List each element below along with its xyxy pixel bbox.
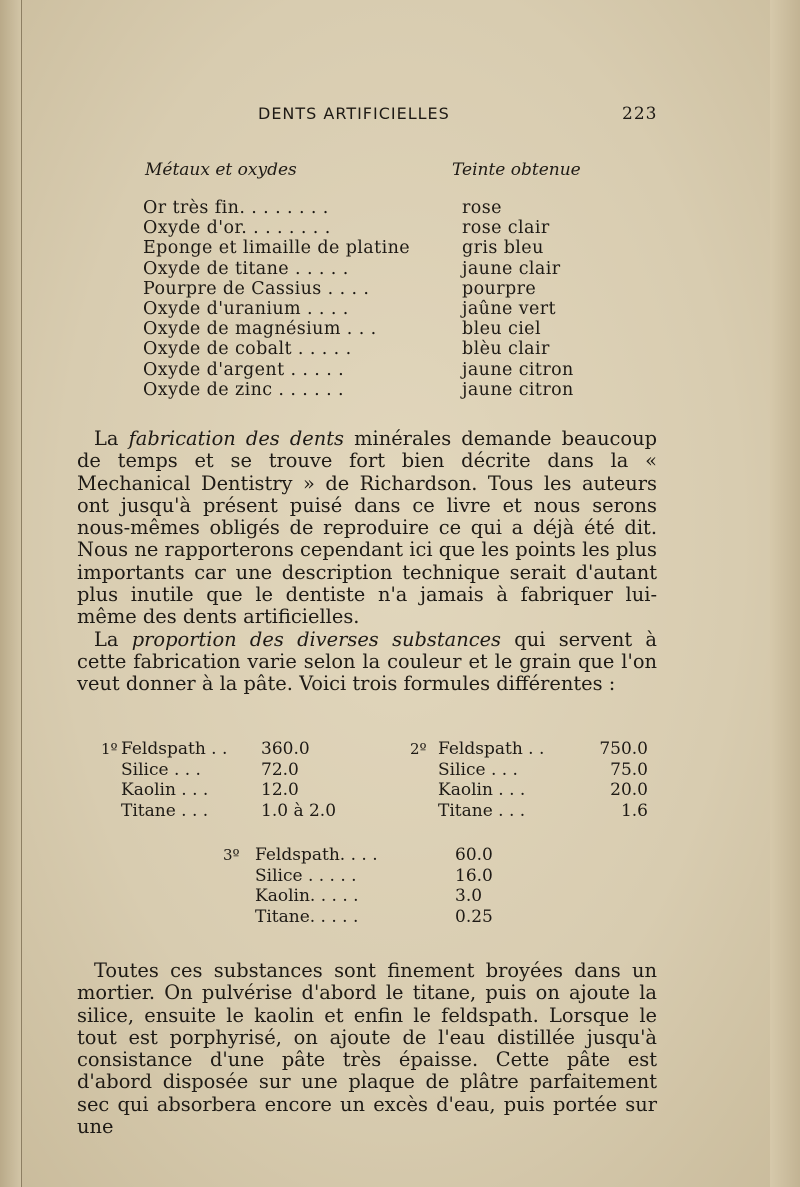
emphasis-text: proportion des diverses substances xyxy=(131,627,501,651)
formula-value: 1.6 xyxy=(620,800,648,821)
metal-name: Oxyde de cobalt . . . . . xyxy=(143,339,352,360)
table-row xyxy=(0,238,800,258)
metal-name: Pourpre de Cassius . . . . xyxy=(143,278,370,299)
paragraph-lead: La xyxy=(94,627,132,651)
formula-label: Kaolin. . . . . xyxy=(255,886,359,906)
formula-value: 3.0 xyxy=(455,886,483,906)
formula-label: Titane . . . xyxy=(121,800,209,821)
formula-label: Feldspath. . . . xyxy=(255,845,378,865)
table-row xyxy=(0,339,800,359)
tint-value: bleu ciel xyxy=(462,319,541,340)
formula-value: 16.0 xyxy=(455,865,493,886)
tint-value: jaûne vert xyxy=(462,298,556,319)
formula-row xyxy=(223,907,523,928)
metal-name: Oxyde d'or. . . . . . . . xyxy=(143,218,331,239)
paragraph-lead: La xyxy=(94,427,129,450)
page-number: 223 xyxy=(622,104,658,124)
running-header xyxy=(0,104,800,128)
paragraph-preparation: Toutes ces substances sont finement broyées dans un mortier. On pulvérise d'abord le titane, puis on ajoute la silice, ensuite le kaolin et enfin le feldspath. Lorsque le tout est porphyrisé, on ajoute de l'eau distillée jusqu'à consistance d'une pâte très épaisse. Cette pâte est d'abord disposée sur une plaque de plâtre parfaitement sec qui absorbera encore un excès d'eau, puis portée sur une xyxy=(77,959,657,1139)
formula-3 xyxy=(223,845,523,927)
formula-row xyxy=(410,801,670,822)
tint-value: jaune citron xyxy=(462,359,574,380)
formula-label: Feldspath . . xyxy=(438,739,545,759)
formula-row xyxy=(410,739,670,760)
formula-value: 60.0 xyxy=(455,845,493,865)
formula-row xyxy=(410,780,670,801)
column-header-metals: Métaux et oxydes xyxy=(145,160,297,180)
formula-value: 750.0 xyxy=(599,739,648,759)
page-edge xyxy=(770,0,800,1187)
table-row xyxy=(0,360,800,380)
formula-value: 360.0 xyxy=(261,739,310,759)
table-row xyxy=(0,299,800,319)
formula-row xyxy=(223,845,523,866)
formula-number: 2º xyxy=(410,740,427,758)
formula-number: 1º xyxy=(101,740,118,758)
formula-label: Feldspath . . xyxy=(121,739,228,759)
tint-table xyxy=(0,198,800,400)
metal-name: Oxyde d'uranium . . . . xyxy=(143,298,349,319)
tint-value: rose clair xyxy=(462,218,550,239)
formula-label: Silice . . . xyxy=(121,759,201,780)
formula-row xyxy=(101,801,381,822)
table-row xyxy=(0,198,800,218)
tint-value: rose xyxy=(462,198,502,218)
formula-1 xyxy=(101,739,381,821)
formula-row xyxy=(223,866,523,887)
tint-value: jaune clair xyxy=(462,258,561,279)
formula-value: 75.0 xyxy=(610,759,648,780)
table-row xyxy=(0,259,800,279)
formula-2 xyxy=(410,739,670,821)
tint-value: pourpre xyxy=(462,278,537,299)
formula-row xyxy=(101,739,381,760)
formula-value: 0.25 xyxy=(455,906,493,927)
formula-value: 72.0 xyxy=(261,759,299,780)
table-row xyxy=(0,279,800,299)
metal-name: Oxyde d'argent . . . . . xyxy=(143,359,345,380)
formula-label: Titane. . . . . xyxy=(255,906,359,927)
formula-label: Silice . . . xyxy=(438,759,518,780)
formula-label: Kaolin . . . xyxy=(438,780,526,800)
formula-value: 20.0 xyxy=(610,780,648,800)
paragraph-fabrication xyxy=(77,428,657,629)
formula-row xyxy=(101,760,381,781)
running-title: DENTS ARTIFICIELLES xyxy=(258,104,450,123)
paragraph-text: qui servent à cette fabrication varie selon la couleur et le grain que l'on veut donner à la pâte. Voici trois formules différentes : xyxy=(77,627,657,696)
body-text xyxy=(77,428,657,696)
tint-value: gris bleu xyxy=(462,238,544,259)
table-row xyxy=(0,319,800,339)
emphasis-text: fabrication des dents xyxy=(128,427,344,450)
metal-name: Oxyde de magnésium . . . xyxy=(143,319,377,340)
page-gutter xyxy=(0,0,22,1187)
paragraph-text: minérales demande beaucoup de temps et se trouve fort bien décrite dans la « Mechanical Dentistry » de Richardson. Tous les auteurs ont jusqu'à présent puisé dans ce livre et nous serons nous-mêmes obligés de reproduire ce qui a déjà été dit. Nous ne rapporterons cependant ici que les points les plus importants car une description technique serait d'autant plus inutile que le dentiste n'a jamais à fabriquer lui-même des dents artificielles. xyxy=(77,427,657,629)
formula-row xyxy=(410,760,670,781)
table-row xyxy=(0,218,800,238)
formula-label: Silice . . . . . xyxy=(255,865,357,886)
body-text-bottom xyxy=(77,960,657,1138)
tint-value: blèu clair xyxy=(462,339,550,360)
tint-value: jaune citron xyxy=(462,379,574,400)
paragraph-proportion xyxy=(77,629,657,696)
formula-row xyxy=(101,780,381,801)
formula-number: 3º xyxy=(223,846,240,864)
formula-value: 12.0 xyxy=(261,780,299,800)
column-header-tint: Teinte obtenue xyxy=(452,160,581,180)
table-row xyxy=(0,380,800,400)
metal-name: Or très fin. . . . . . . . xyxy=(143,198,329,218)
formula-label: Titane . . . xyxy=(438,800,526,821)
metal-name: Oxyde de titane . . . . . xyxy=(143,258,349,279)
formula-row xyxy=(223,886,523,907)
metal-name: Eponge et limaille de platine xyxy=(143,238,410,259)
formula-label: Kaolin . . . xyxy=(121,780,209,800)
formula-value: 1.0 à 2.0 xyxy=(261,800,337,821)
metal-name: Oxyde de zinc . . . . . . xyxy=(143,379,344,400)
